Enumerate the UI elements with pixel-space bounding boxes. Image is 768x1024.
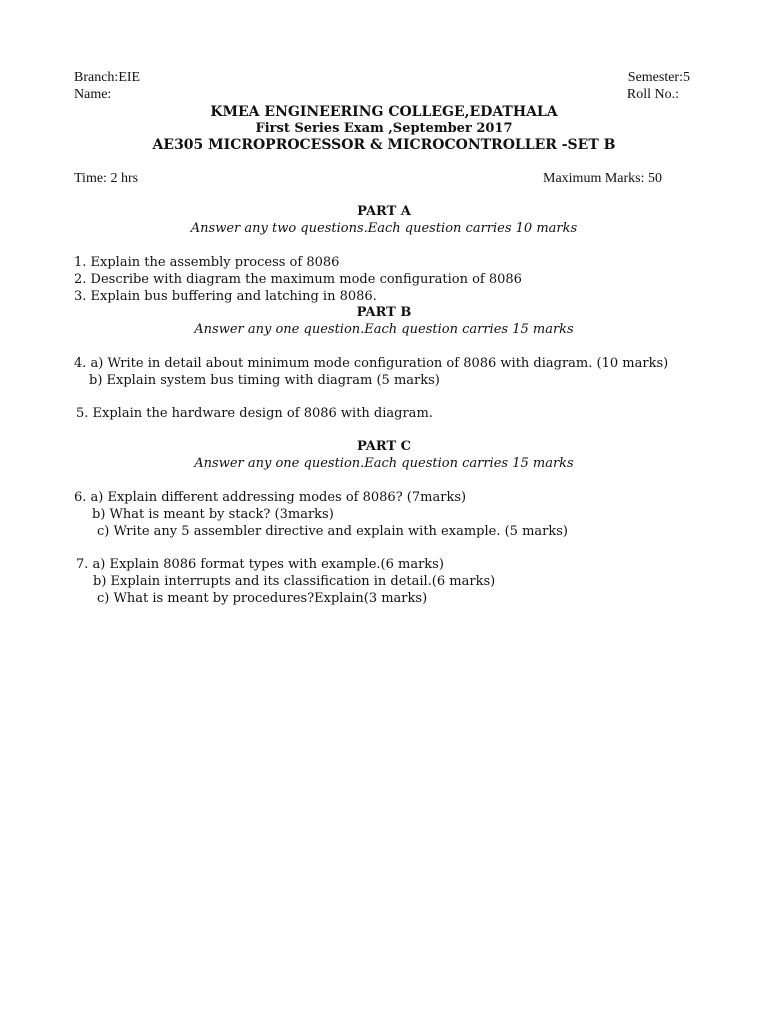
question-6a: 6. a) Explain different addressing modes of 8086? (7marks) (74, 490, 467, 505)
time-label: Time: 2 hrs (74, 171, 139, 186)
part-b-instruction: Answer any one question.Each question carries 15 marks (194, 322, 574, 337)
semester-label: Semester:5 (627, 70, 690, 85)
part-b-title: PART B (356, 305, 412, 320)
question-1: 1. Explain the assembly process of 8086 (74, 255, 340, 270)
course-title: AE305 MICROPROCESSOR & MICROCONTROLLER -SET B (152, 137, 616, 153)
question-6b: b) What is meant by stack? (3marks) (92, 507, 334, 522)
question-4b: b) Explain system bus timing with diagram (5 marks) (89, 373, 440, 388)
name-label: Name: (74, 87, 112, 102)
branch-label: Branch:EIE (74, 70, 141, 85)
question-7c: c) What is meant by procedures?Explain(3 marks) (97, 591, 428, 606)
question-3: 3. Explain bus buffering and latching in 8086. (74, 289, 377, 304)
exam-title: First Series Exam ,September 2017 (255, 121, 513, 136)
question-2: 2. Describe with diagram the maximum mode configuration of 8086 (74, 272, 522, 287)
question-4a: 4. a) Write in detail about minimum mode configuration of 8086 with diagram. (10 marks) (74, 356, 669, 371)
part-c-title: PART C (356, 439, 412, 454)
roll-number-label: Roll No.: (626, 87, 679, 102)
question-6c: c) Write any 5 assembler directive and explain with example. (5 marks) (97, 524, 568, 539)
question-7b: b) Explain interrupts and its classification in detail.(6 marks) (93, 574, 496, 589)
part-a-title: PART A (357, 204, 411, 219)
question-7a: 7. a) Explain 8086 format types with example.(6 marks) (76, 557, 444, 572)
part-c-instruction: Answer any one question.Each question carries 15 marks (194, 456, 574, 471)
question-5: 5. Explain the hardware design of 8086 with diagram. (76, 406, 433, 421)
part-a-instruction: Answer any two questions.Each question carries 10 marks (190, 221, 578, 236)
max-marks-label: Maximum Marks: 50 (543, 171, 662, 186)
college-name: KMEA ENGINEERING COLLEGE,EDATHALA (210, 104, 558, 120)
